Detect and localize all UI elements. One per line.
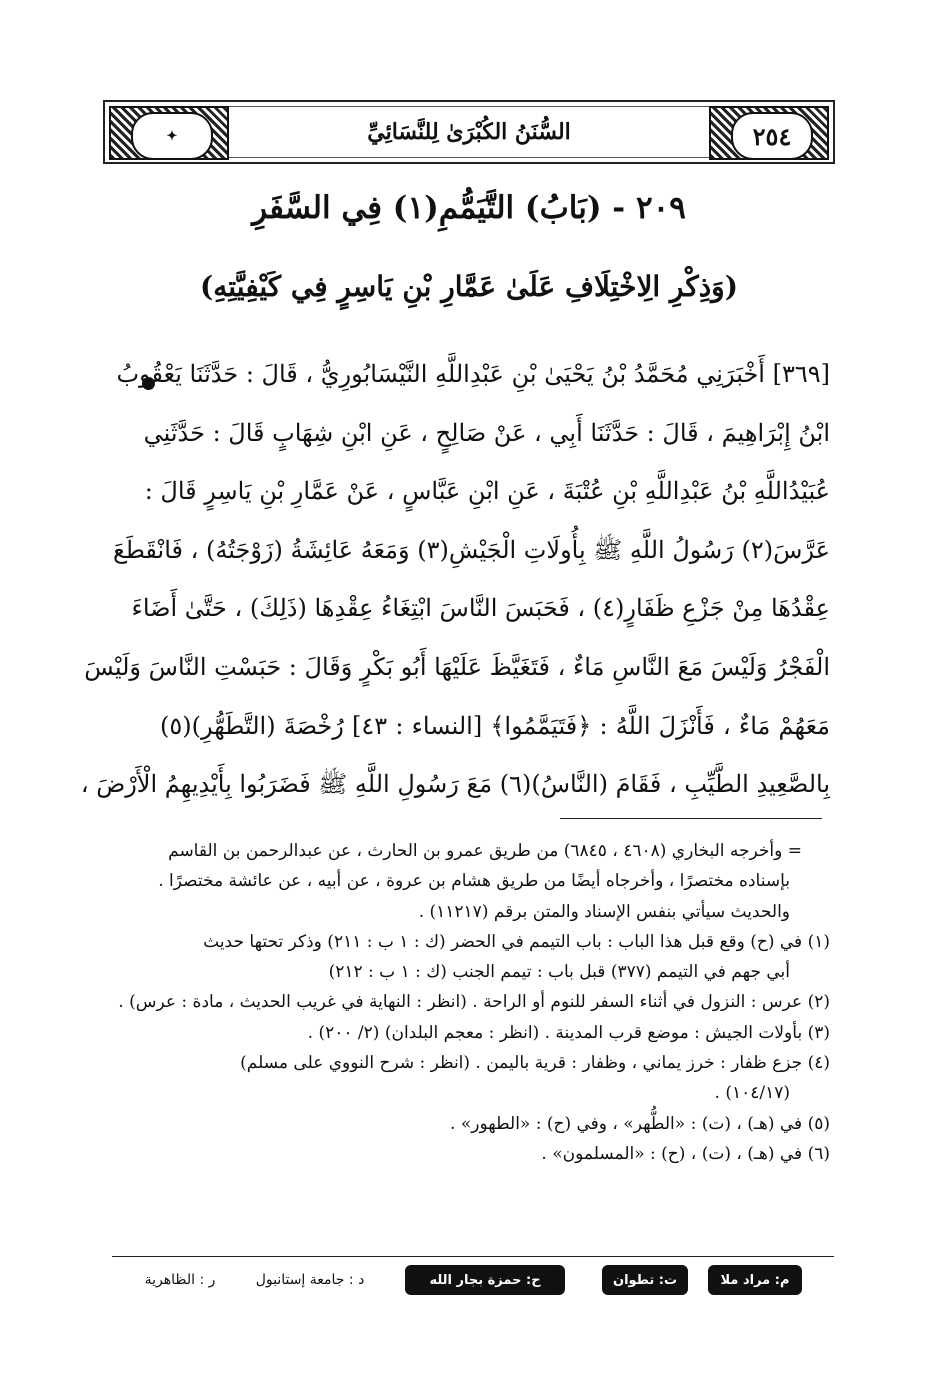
footnote-line: والحديث سيأتي بنفس الإسناد والمتن برقم (١١٢١٧) . <box>418 901 790 922</box>
chapter-heading: ٢٠٩ - (بَابُ) التَّيَمُّمِ(١) فِي السَّفَرِ <box>252 190 686 226</box>
legend-manuscript-t: ت: تطوان <box>602 1265 688 1295</box>
hadith-line: [٣٦٩] أَخْبَرَنِي مُحَمَّدُ بْنُ يَحْيَىٰ بْنِ عَبْدِاللَّهِ النَّيْسَابُورِيُّ ، قَالَ : حَدَّثَنَا يَعْقُوبُ <box>116 360 830 388</box>
footnote-divider <box>560 818 822 819</box>
hadith-line: بِالصَّعِيدِ الطَّيِّبِ ، فَقَامَ (النَّاسُ)(٦) مَعَ رَسُولِ اللَّهِ ﷺ فَضَرَبُوا بِأَيْدِيهِمُ الْأَرْضَ ، <box>80 770 830 799</box>
hadith-line: مَعَهُمْ مَاءٌ ، فَأَنْزَلَ اللَّهُ : ﴿فَتَيَمَّمُوا﴾ [النساء : ٤٣] رُخْصَةَ (التَّطَهُّرِ)(٥) <box>160 711 830 740</box>
legend-manuscript-m: م: مراد ملا <box>708 1265 802 1295</box>
page-header <box>103 100 835 164</box>
hadith-line: عَرَّسَ(٢) رَسُولُ اللَّهِ ﷺ بِأُولَاتِ الْجَيْشِ(٣) وَمَعَهُ عَائِشَةُ (زَوْجَتُهُ) ، فَانْقَطَعَ <box>112 535 830 564</box>
hadith-line: عِقْدُهَا مِنْ جَزْعِ ظَفَارٍ(٤) ، فَحَبَسَ النَّاسَ ابْتِغَاءُ عِقْدِهَا (ذَلِكَ) ، حَتَّىٰ أَضَاءَ <box>131 594 830 623</box>
legend-manuscript-h: ح: حمزة بجار الله <box>405 1265 565 1295</box>
legend-divider <box>112 1256 834 1257</box>
page-number: ٢٥٤ <box>731 112 813 160</box>
ornament-right-icon <box>709 106 829 160</box>
footnote-line: (٥) في (هـ) ، (ت) : «الطُّهر» ، وفي (ح) : «الطهور» . <box>450 1113 830 1134</box>
hadith-line: ابْنُ إِبْرَاهِيمَ ، قَالَ : حَدَّثَنَا أَبِي ، عَنْ صَالِحٍ ، عَنِ ابْنِ شِهَابٍ قَالَ : حَدَّثَنِي <box>143 418 830 447</box>
footnote-line: أبي جهم في التيمم (٣٧٧) قبل باب : تيمم الجنب (ك : ١ ب : ٢١٢) <box>328 962 790 983</box>
chapter-subheading: (وَذِكْرِ الِاخْتِلَافِ عَلَىٰ عَمَّارِ بْنِ يَاسِرٍ فِي كَيْفِيَّتِهِ) <box>200 270 738 303</box>
footnotes <box>112 836 830 1169</box>
book-title: السُّنَنُ الكُبْرَىٰ لِلنَّسَائِيِّ <box>367 119 571 145</box>
footnote-line: = وأخرجه البخاري (٤٦٠٨ ، ٦٨٤٥) من طريق عمرو بن الحارث ، عن عبدالرحمن بن القاسم <box>168 841 802 861</box>
hadith-line: الْفَجْرُ وَلَيْسَ مَعَ النَّاسِ مَاءٌ ، فَتَغَيَّظَ عَلَيْهَا أَبُو بَكْرٍ وَقَالَ : حَبَسْتِ النَّاسَ وَلَيْسَ <box>84 652 830 681</box>
publisher-seal-icon: ✦ <box>131 112 213 160</box>
footnote-line: (١) في (ح) وقع قبل هذا الباب : باب التيمم في الحضر (ك : ١ ب : ٢١١) وذكر تحتها حديث <box>203 931 830 952</box>
footnote-line: (٢) عرس : النزول في أثناء السفر للنوم أو الراحة . (انظر : النهاية في غريب الحديث ، مادة : عرس) . <box>118 992 830 1013</box>
footnote-line: (٤) جزع ظفار : خرز يماني ، وظفار : قرية باليمن . (انظر : شرح النووي على مسلم) <box>240 1053 830 1074</box>
footnote-line: بإسناده مختصرًا ، وأخرجاه أيضًا من طريق هشام بن عروة ، عن أبيه ، عن عائشة مختصرًا . <box>158 871 790 892</box>
legend-manuscript-d: د : جامعة إستانبول <box>255 1272 365 1288</box>
footnote-line: (٣) بأولات الجيش : موضع قرب المدينة . (انظر : معجم البلدان) (٢/ ٢٠٠) . <box>307 1022 830 1043</box>
hadith-text <box>80 345 830 814</box>
legend-manuscript-r: ر : الظاهرية <box>144 1272 216 1288</box>
hadith-line: عُبَيْدُاللَّهِ بْنُ عَبْدِاللَّهِ بْنِ عُتْبَةَ ، عَنِ ابْنِ عَبَّاسٍ ، عَنْ عَمَّارِ بْنِ يَاسِرٍ قَالَ : <box>144 477 830 506</box>
footnote-line: (١٠٤/١٧) . <box>714 1083 790 1104</box>
footnote-line: (٦) في (هـ) ، (ت) ، (ح) : «المسلمون» . <box>541 1143 830 1164</box>
ornament-left-icon <box>109 106 229 160</box>
